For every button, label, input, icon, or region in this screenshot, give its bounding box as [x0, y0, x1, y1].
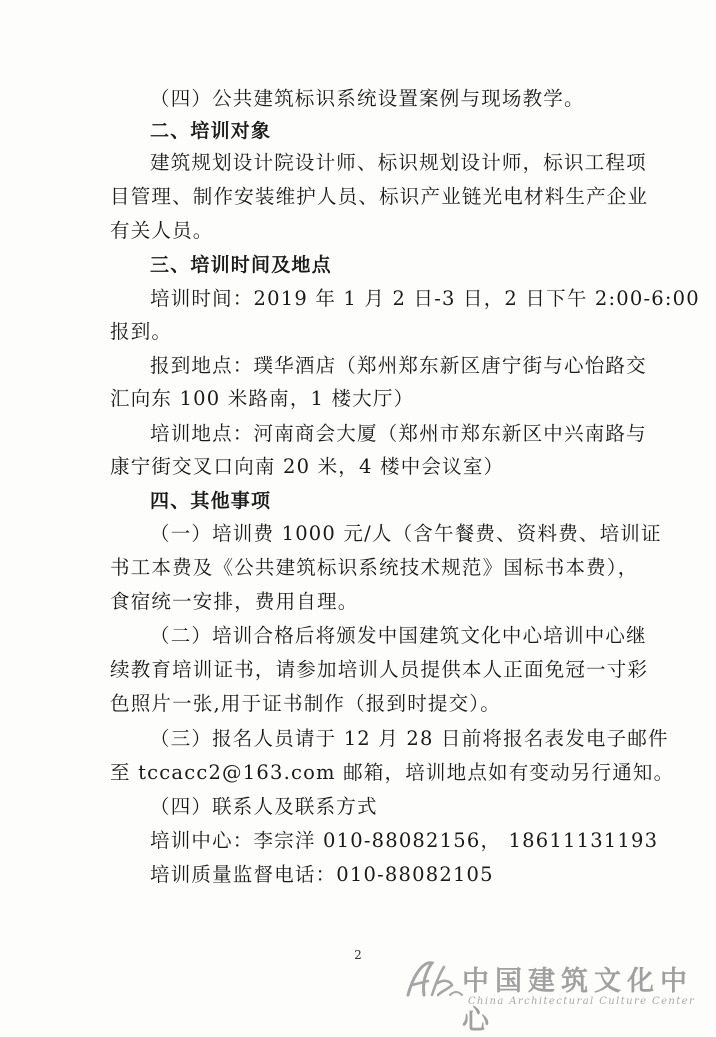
- training-time-line: 培训时间：2019 年 1 月 2 日-3 日，2 日下午 2:00-6:00: [150, 287, 700, 310]
- contact-heading: （四）联系人及联系方式: [150, 795, 378, 818]
- paragraph-line: 书工本费及《公共建筑标识系统技术规范》国标书本费），: [110, 556, 639, 579]
- training-fee-line: （一）培训费 1000 元/人（含午餐费、资料费、培训证: [150, 522, 662, 545]
- paragraph-line: 食宿统一安排，费用自理。: [110, 590, 359, 613]
- training-location-line: 培训地点：河南商会大厦（郑州市郑东新区中兴南路与: [150, 422, 647, 445]
- training-center-contact: 培训中心：李宗洋 010-88082156， 18611131193: [150, 829, 659, 852]
- quality-supervision-phone: 培训质量监督电话：010-88082105: [150, 863, 494, 886]
- paragraph-line: 有关人员。: [110, 219, 214, 242]
- paragraph-line: 康宁街交叉口向南 20 米，4 楼中会议室）: [110, 455, 505, 478]
- paragraph-line: 色照片一张,用于证书制作（报到时提交）。: [110, 692, 501, 715]
- section-heading-training-target: 二、培训对象: [150, 120, 272, 142]
- section-heading-time-location: 三、培训时间及地点: [150, 254, 332, 276]
- paragraph-line: 报到。: [110, 320, 173, 343]
- paragraph-line: 汇向东 100 米路南，1 楼大厅）: [110, 387, 415, 410]
- paragraph-line: 续教育培训证书，请参加培训人员提供本人正面免冠一寸彩: [110, 658, 649, 681]
- logo-text-en: China Architectural Culture Center: [468, 996, 696, 1007]
- certificate-line: （二）培训合格后将颁发中国建筑文化中心培训中心继: [150, 624, 647, 647]
- page-number: 2: [354, 948, 362, 962]
- paragraph-line: 建筑规划设计院设计师、标识规划设计师，标识工程项: [150, 151, 647, 174]
- footer-logo: [402, 953, 702, 1036]
- paragraph-line: 目管理、制作安装维护人员、标识产业链光电材料生产企业: [110, 185, 649, 208]
- list-item-4-case-teaching: （四）公共建筑标识系统设置案例与现场教学。: [150, 87, 585, 110]
- registration-line: （三）报名人员请于 12 月 28 日前将报名表发电子邮件: [150, 727, 669, 750]
- section-heading-other-matters: 四、其他事项: [150, 490, 272, 512]
- email-line: 至 tccacc2@163.com 邮箱，培训地点如有变动另行通知。: [110, 761, 675, 784]
- acc-logo-icon: [402, 955, 464, 1001]
- logo-text-cn: 中国建筑文化中心: [462, 966, 693, 1036]
- check-in-location-line: 报到地点：璞华酒店（郑州郑东新区唐宁街与心怡路交: [150, 354, 647, 377]
